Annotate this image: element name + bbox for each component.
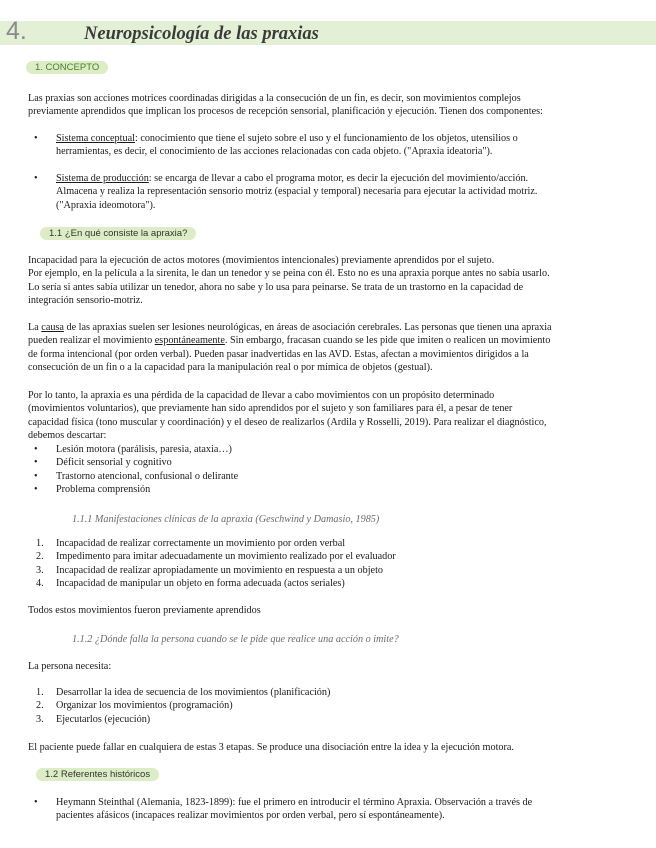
- needs-text: La persona necesita:: [28, 661, 112, 672]
- component-produccion: • Sistema de producción: se encarga de llevar a cabo el programa motor, es decir la ejecución del movimiento/acción. Almacena y realiza la representación sensorio motriz (espacial y temporal) necesaria para ejecutar la actividad motriz. ("Apraxia ideomotora").: [34, 173, 538, 211]
- bullet-icon: •: [34, 444, 38, 455]
- chapter-title: Neuropsicología de las praxias: [84, 24, 319, 44]
- cause-paragraph: La causa de las apraxias suelen ser lesiones neurológicas, en áreas de asociación cerebrales. Las personas que tienen una apraxia pueden realizar el movimiento espontáneamente. Sin embargo, fracasan cuando se les pide que imiten o realicen un movimiento de forma intencional (por orden verbal). Pueden pasar inadvertidas en las AVD. Estas, afectan a movimientos dirigidos a la consecución de un fin o a la capacidad para la manipulación real o por mímica de objetos (gestual).: [28, 322, 552, 374]
- failure-text: El paciente puede fallar en cualquiera de estas 3 etapas. Se produce una disociación entre la idea y la ejecución motora.: [28, 742, 514, 753]
- intro-paragraph: Las praxias son acciones motrices coordinadas dirigidas a la consecución de un fin, es decir, son movimientos complejos previamente aprendidos que implican los procesos de recepción sensorial, planificación y ejecución. Tienen dos componentes:: [28, 93, 543, 118]
- list-item: • Déficit sensorial y cognitivo: [34, 457, 172, 469]
- component-conceptual: • Sistema conceptual: conocimiento que tiene el sujeto sobre el uso y el funcionamiento de los objetos, utensilios o herramientas, es decir, el conocimiento de las acciones relacionadas con cada objeto. ("Apraxia ideatoria").: [34, 133, 518, 158]
- list-item: • Lesión motora (parálisis, paresia, ataxia…): [34, 444, 232, 455]
- bullet-icon: •: [34, 470, 38, 482]
- bullet-icon: •: [34, 484, 38, 496]
- list-item: • Trastorno atencional, confusional o delirante: [34, 470, 239, 482]
- discard-list: [34, 443, 626, 497]
- chapter-number: 4.: [6, 17, 27, 45]
- diagnosis-paragraph: Por lo tanto, la apraxia es una pérdida de la capacidad de llevar a cabo movimientos con un propósito determinado (movimientos voluntarios), que previamente han sido aprendidos por el sujeto y son familiares para él, a pesar de tener capacidad física (tono muscular y coordinación) y el deseo de realizarlos (Ardila y Rosselli, 2019). Para realizar el diagnóstico, debemos descartar:: [28, 390, 547, 442]
- subsection-heading-manifestaciones: 1.1.1 Manifestaciones clínicas de la apraxia (Geschwind y Damasio, 1985): [72, 514, 380, 525]
- subsection-heading-que-es-apraxia: 1.1 ¿En qué consiste la apraxia?: [40, 227, 196, 240]
- bullet-icon: •: [34, 457, 38, 469]
- all-learned-text: Todos estos movimientos fueron previamente aprendidos: [28, 605, 261, 616]
- subsection-heading-donde-falla: 1.1.2 ¿Dónde falla la persona cuando se le pide que realice una acción o imite?: [72, 634, 399, 645]
- section-heading-concepto: 1. CONCEPTO: [26, 61, 108, 74]
- bullet-icon: •: [34, 797, 38, 808]
- bullet-icon: •: [34, 173, 38, 184]
- list-item: • Problema comprensión: [34, 484, 151, 496]
- definition-paragraph: Incapacidad para la ejecución de actos motores (movimientos intencionales) previamente aprendidos por el sujeto. Por ejemplo, en la película a la sirenita, le dan un tenedor y se peina con él. Esto no es una apraxia porque antes no sabía usarlo. Lo sería si antes sabía utilizar un tenedor, ahora no sabe y lo usa para peinarse. Se trata de un trastorno en la capacidad de integración sensorio-motriz.: [28, 255, 550, 307]
- subsection-heading-referentes: 1.2 Referentes históricos: [36, 768, 159, 781]
- history-item: • Heymann Steinthal (Alemania, 1823-1899): fue el primero en introducir el término Apraxia. Observación a través de pacientes afásicos (incapaces realizar movimientos por orden verbal, pero sí espontáneamente).: [34, 797, 533, 822]
- bullet-icon: •: [34, 133, 38, 144]
